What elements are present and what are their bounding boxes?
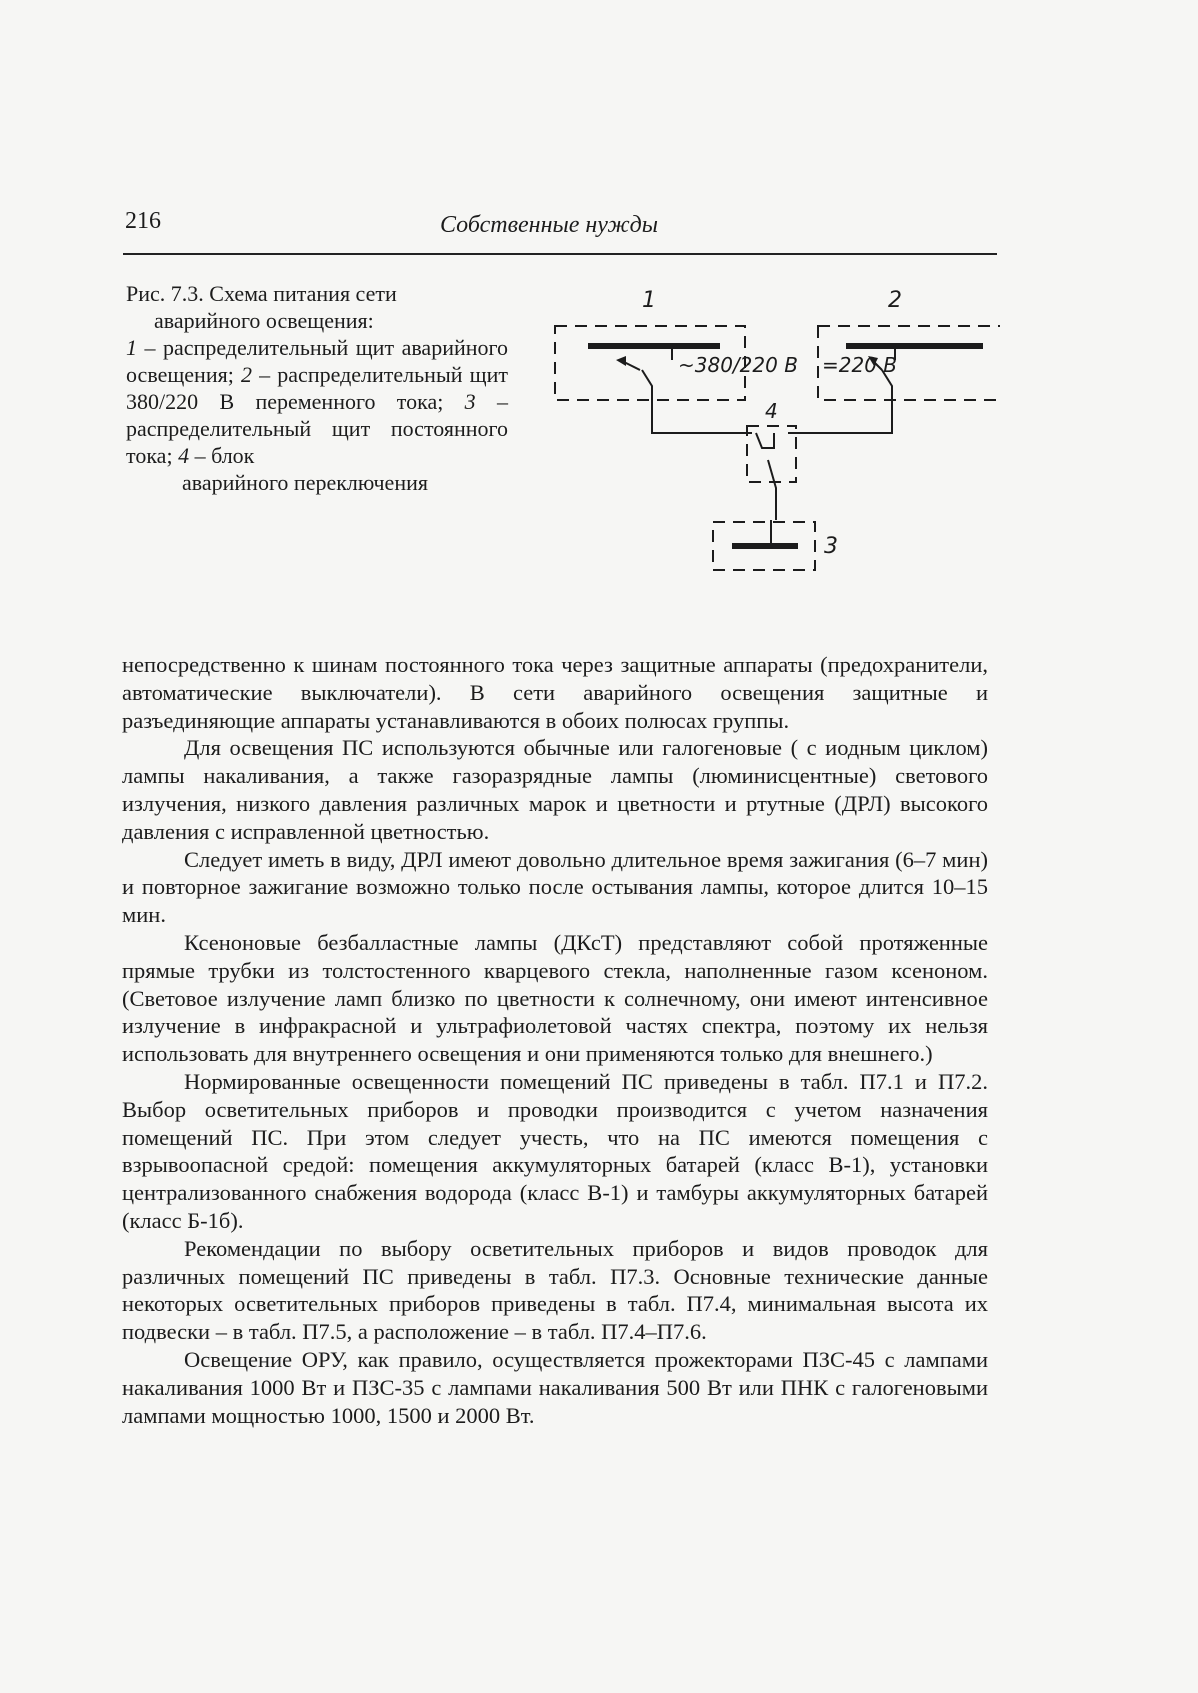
- switch-contacts: [756, 433, 774, 448]
- legend-2-text: – распределительный щит 380/220 В переменного тока;: [126, 362, 508, 414]
- label-4: 4: [765, 399, 778, 423]
- legend-3-text: – распределительный щит постоянного тока;: [126, 389, 508, 468]
- paragraph-6: Рекомендации по выбору осветительных приборов и видов проводок для различных помещений ПС приведены в табл. П7.3. Основные технические данные некоторых осветительных приборов приведены в табл. П7.4, минимальная высота их подвески – в табл. П7.5, а расположение – в табл. П7.4–П7.6.: [122, 1235, 988, 1345]
- ac-voltage-label: ~380/220 В: [678, 353, 798, 377]
- label-2: 2: [888, 290, 902, 313]
- ac-feeder: [642, 370, 752, 433]
- emergency-lighting-diagram: [540, 290, 1000, 590]
- switch-blade: [768, 460, 776, 520]
- paragraph-7: Освещение ОРУ, как правило, осуществляется прожекторами ПЗС-45 с лампами накаливания 1000 Вт и ПЗС-35 с лампами накаливания 500 Вт или ПНК с галогеновыми лампами мощностью 1000, 1500 и 2000 Вт.: [122, 1346, 988, 1428]
- legend-3-num: 3: [464, 389, 476, 414]
- legend-1-text: – распределительный щит аварийного освещения;: [126, 335, 508, 387]
- legend-4-text: – блок: [189, 443, 255, 468]
- label-1: 1: [642, 290, 656, 313]
- legend-2-num: 2: [240, 362, 252, 387]
- dc-feeder: [788, 370, 892, 433]
- caption-legend: [126, 334, 508, 469]
- paragraph-2: Для освещения ПС используются обычные или галогеновые ( с иодным циклом) лампы накаливания, а также газоразрядные лампы (люминисцентные) светового излучения, низкого давления различных марок и цветности и ртутные (ДРЛ) высокого давления с исправленной цветностью.: [122, 735, 988, 844]
- caption-title: Рис. 7.3. Схема питания сети: [126, 281, 397, 306]
- caption-last-line: аварийного переключения: [182, 470, 428, 495]
- paragraph-4: Ксеноновые безбалластные лампы (ДКсТ) представляют собой протяженные прямые трубки из толстостенного кварцевого стекла, наполненные газом ксеноном. (Световое излучение ламп близко по цветности к солнечному, они имеют интенсивное излучение в инфракрасной и ультрафиолетовой частях спектра, поэтому их нельзя использовать для внутреннего освещения и они применяются только для внешнего.): [122, 929, 988, 1067]
- paragraph-1: непосредственно к шинам постоянного тока через защитные аппараты (предохранители, автоматические выключатели). В сети аварийного освещения защитные и разъединяющие аппараты устанавливаются в обоих полюсах группы.: [122, 652, 988, 733]
- dc-voltage-label: =220 В: [822, 353, 898, 377]
- paragraph-5: Нормированные освещенности помещений ПС приведены в табл. П7.1 и П7.2. Выбор осветительных приборов и проводки производится с учетом назначения помещений ПС. При этом следует учесть, что на ПС имеются помещения с взрывоопасной средой: помещения аккумуляторных батарей (класс В-1), установки централизованного снабжения водорода (класс В-1) и тамбуры аккумуляторных батарей (класс Б-1б).: [122, 1068, 988, 1233]
- header-rule: [123, 253, 997, 255]
- ac-arrow: [616, 356, 626, 366]
- running-header: Собственные нужды: [440, 212, 659, 238]
- ac-switch-arc: [624, 362, 640, 370]
- label-3: 3: [824, 534, 838, 559]
- legend-1-num: 1: [126, 335, 137, 360]
- legend-4-num: 4: [178, 443, 190, 468]
- page-number: 216: [125, 208, 161, 234]
- body-text: [122, 651, 988, 1429]
- paragraph-3: Следует иметь в виду, ДРЛ имеют довольно длительное время зажигания (6–7 мин) и повторное зажигание возможно только после остывания лампы, которое длится 10–15 мин.: [122, 846, 988, 928]
- caption-title-2: аварийного освещения:: [154, 308, 374, 333]
- figure-caption: [126, 280, 508, 496]
